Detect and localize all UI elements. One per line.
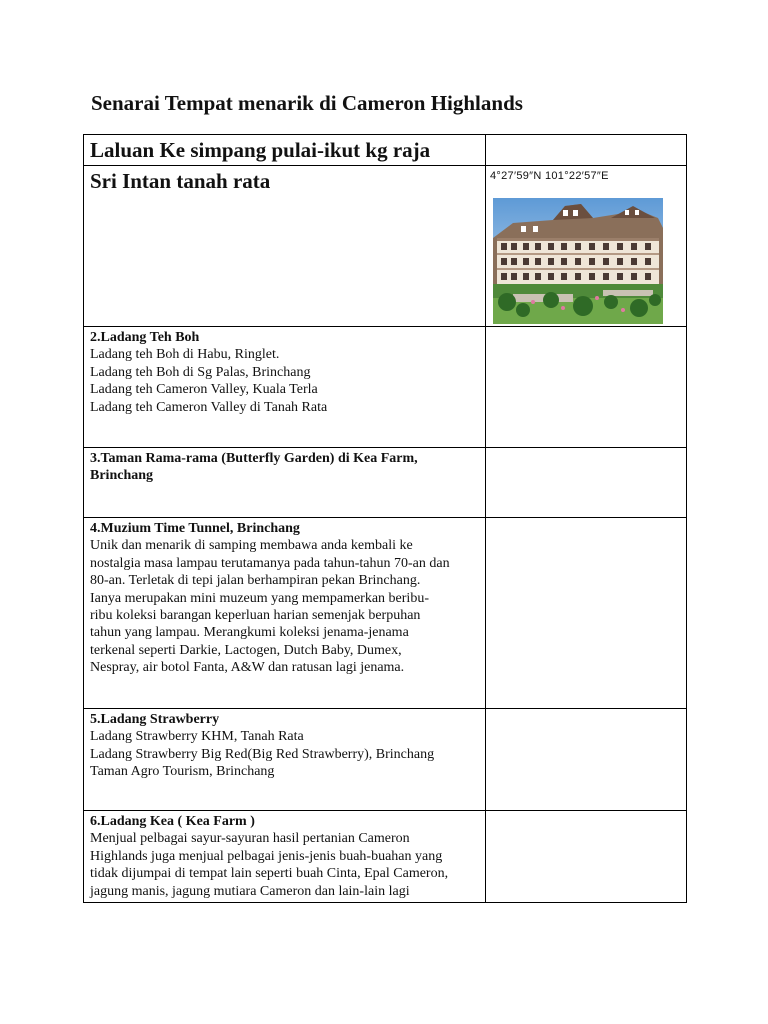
entry-line: Ladang teh Boh di Habu, Ringlet. — [90, 347, 280, 363]
entry-butterfly-garden — [84, 448, 486, 518]
table-row — [84, 166, 687, 327]
entry-heading: 5.Ladang Strawberry — [90, 712, 220, 727]
empty-cell — [486, 811, 687, 903]
entry-line: Unik dan menarik di samping membawa anda kembali ke — [90, 538, 413, 554]
entry-line: Highlands juga menjual pelbagai jenis-jenis buah-buahan yang — [90, 848, 443, 864]
entry-line: terkenal seperti Darkie, Lactogen, Dutch Baby, Dumex, — [90, 642, 402, 658]
entry-line: nostalgia masa lampau terutamanya pada tahun-tahun 70-an dan — [90, 555, 450, 571]
entry-ladang-kea — [84, 811, 486, 903]
empty-cell — [486, 709, 687, 811]
entry-line: Taman Agro Tourism, Brinchang — [90, 764, 275, 780]
entry-line: Ianya merupakan mini muzeum yang mempamerkan beribu- — [90, 590, 429, 606]
coordinates: 4°27′59″N 101°22′57″E — [490, 170, 609, 182]
entry-line: Nespray, air botol Fanta, A&W dan ratusan lagi jenama. — [90, 660, 405, 676]
entry-line: Ladang Strawberry Big Red(Big Red Strawberry), Brinchang — [90, 746, 435, 762]
empty-cell — [486, 448, 687, 518]
entry-line: Ladang Strawberry KHM, Tanah Rata — [90, 729, 304, 745]
entry-line: tahun yang lampau. Merangkumi koleksi jenama-jenama — [90, 625, 409, 641]
entry-line: ribu koleksi barangan keperluan harian semenjak berpuhan — [90, 608, 421, 624]
entry-ladang-strawberry — [84, 709, 486, 811]
empty-cell — [486, 135, 687, 166]
entry-heading: 2.Ladang Teh Boh — [90, 330, 200, 345]
intro-heading-line1: Laluan Ke simpang pulai-ikut kg raja — [84, 135, 486, 166]
entry-muzium-time-tunnel — [84, 518, 486, 709]
empty-cell — [486, 518, 687, 709]
table-row — [84, 135, 687, 166]
entry-line: Ladang teh Boh di Sg Palas, Brinchang — [90, 364, 311, 380]
entry-ladang-teh-boh — [84, 327, 486, 448]
table-row — [84, 327, 687, 448]
entry-heading: 6.Ladang Kea ( Kea Farm ) — [90, 814, 255, 829]
entry-line: tidak dijumpai di tempat lain seperti buah Cinta, Epal Cameron, — [90, 866, 449, 882]
entry-line: Menjual pelbagai sayur-sayuran hasil pertanian Cameron — [90, 831, 410, 847]
entry-heading: 4.Muzium Time Tunnel, Brinchang — [90, 521, 300, 536]
hotel-building-photo — [493, 198, 663, 324]
entry-line: jagung manis, jagung mutiara Cameron dan lain-lain lagi — [90, 883, 410, 899]
entry-line: Ladang teh Cameron Valley di Tanah Rata — [90, 399, 328, 415]
entry-line: Ladang teh Cameron Valley, Kuala Terla — [90, 382, 318, 398]
page-title: Senarai Tempat menarik di Cameron Highlands — [91, 91, 523, 115]
table-row — [84, 518, 687, 709]
empty-cell — [486, 327, 687, 448]
table-row — [84, 709, 687, 811]
intro-heading-line2: Sri Intan tanah rata — [84, 166, 486, 327]
intro-photo-cell — [486, 166, 687, 327]
places-table — [83, 134, 687, 903]
entry-heading: 3.Taman Rama-rama (Butterfly Garden) di Kea Farm, Brinchang — [90, 451, 418, 484]
entry-line: 80-an. Terletak di tepi jalan berhampiran pekan Brinchang. — [90, 573, 421, 589]
table-row — [84, 448, 687, 518]
table-row — [84, 811, 687, 903]
